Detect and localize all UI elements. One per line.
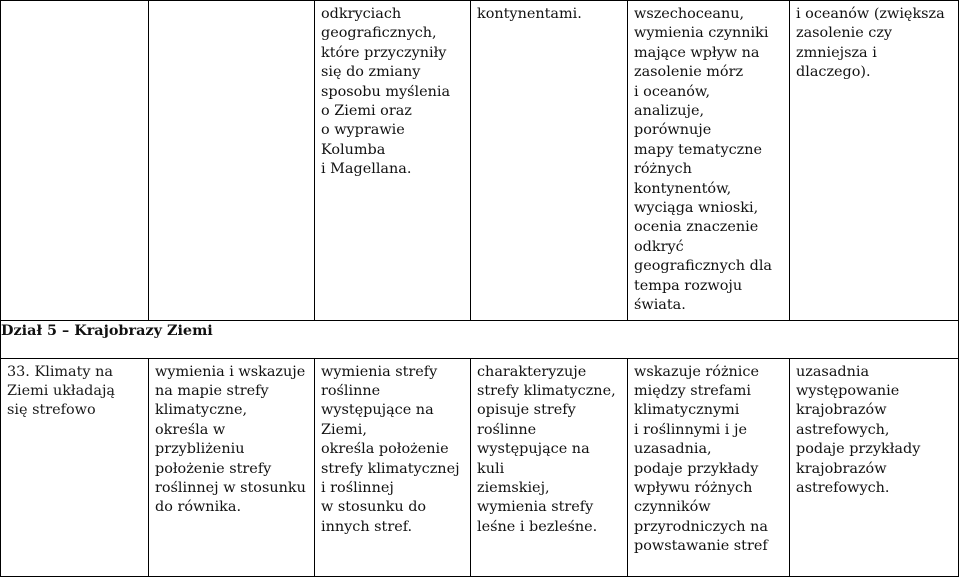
cell-text: charakteryzuje strefy klimatyczne, opisuje strefy roślinne występujące na kuli ziemskiej, wymienia strefy leśne i bezleśne. <box>477 363 616 535</box>
table-cell <box>628 358 790 576</box>
cell-text: odkryciach geograficznych, które przyczyniły się do zmiany sposobu myślenia o Ziemi oraz o wyprawie Kolumba i Magellana. <box>321 6 451 178</box>
table-row <box>1 358 959 576</box>
cell-text: i oceanów (zwiększa zasolenie czy zmniejsza i dlaczego). <box>796 6 945 81</box>
cell-text: kontynentami. <box>477 6 582 22</box>
table-cell <box>149 1 315 321</box>
cell-text: wszechoceanu, wymienia czynniki mające wpływ na zasolenie mórz i oceanów, analizuje, porównuje mapy tematyczne różnych kontynentów, wyciąga wnioski, ocenia znaczenie odkryć geograficznych dla tempa rozwoju świata. <box>634 6 772 314</box>
cell-text: uzasadnia występowanie krajobrazów astrefowych, podaje przykłady krajobrazów astrefowych. <box>796 363 921 496</box>
cell-text: wymienia strefy roślinne występujące na Ziemi, określa położenie strefy klimatycznej i roślinnej w stosunku do innych stref. <box>321 363 460 535</box>
cell-text: wymienia i wskazuje na mapie strefy klimatyczne, określa w przybliżeniu położenie strefy roślinnej w stosunku do równika. <box>155 363 306 516</box>
table-cell <box>315 1 471 321</box>
table-cell <box>1 1 149 321</box>
table-cell <box>471 358 628 576</box>
table-cell <box>790 358 959 576</box>
table-cell <box>1 358 149 576</box>
table-cell <box>628 1 790 321</box>
section-cell <box>1 320 959 358</box>
cell-text: wskazuje różnice między strefami klimatycznymi i roślinnymi i je uzasadnia, podaje przykłady wpływu różnych czynników przyrodniczych na powstawanie stref <box>634 363 768 555</box>
table-cell <box>471 1 628 321</box>
table-cell <box>149 358 315 576</box>
table-row <box>1 1 959 321</box>
table-cell <box>315 358 471 576</box>
topic-title: 33. Klimaty na Ziemi układają się strefowo <box>7 363 116 419</box>
section-row <box>1 320 959 358</box>
table-cell <box>790 1 959 321</box>
section-title: Dział 5 – Krajobrazy Ziemi <box>1 321 213 339</box>
